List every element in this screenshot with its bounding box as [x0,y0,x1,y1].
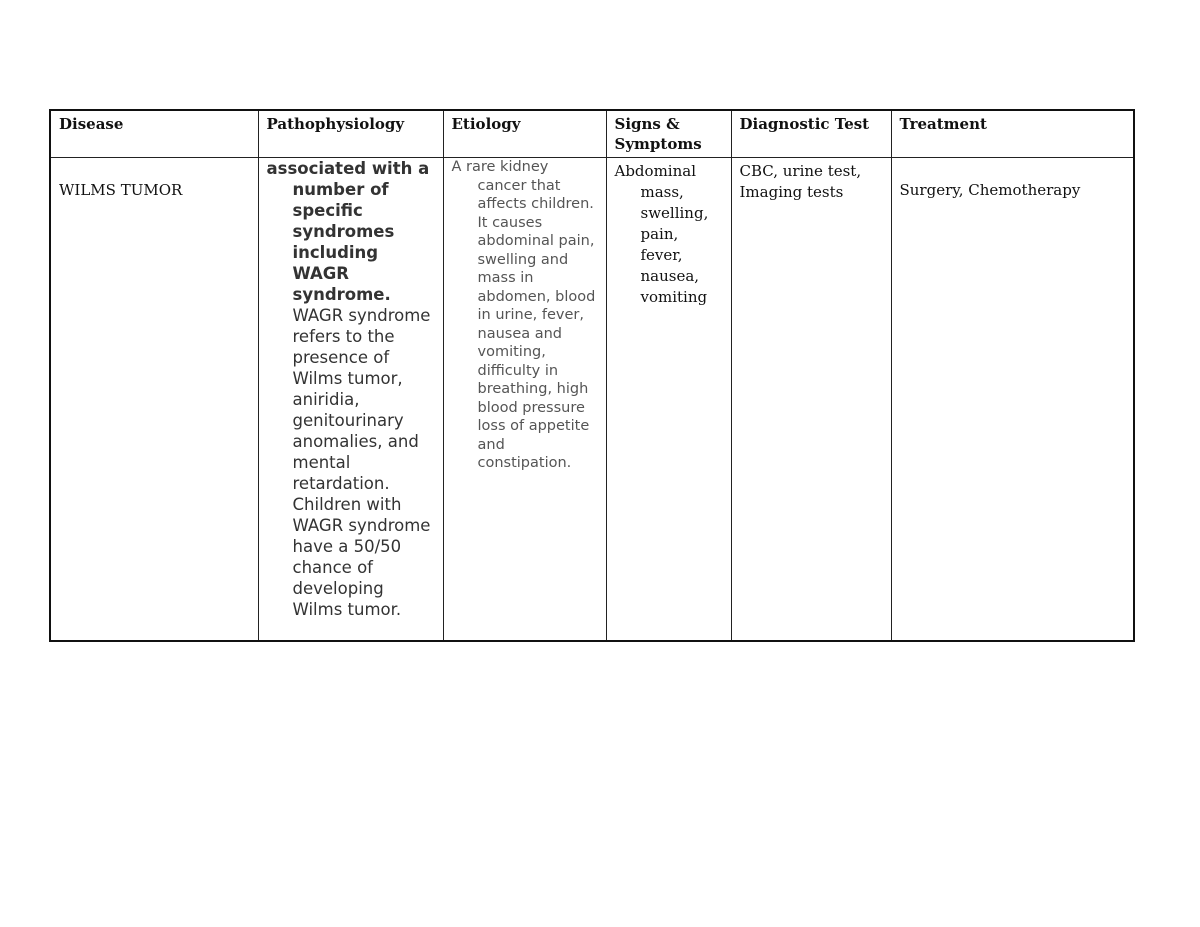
disease-table [49,109,1135,642]
signs-symptoms-text: Abdominal mass, swelling, pain, fever, nausea, vomiting [614,162,709,306]
header-etiology: Etiology [443,110,606,158]
cell-diagnostic-test: CBC, urine test, Imaging tests [731,158,891,642]
header-signs-symptoms: Signs & Symptoms [606,110,731,158]
table-header-row [50,110,1134,158]
cell-disease: WILMS TUMOR [50,158,258,642]
header-diagnostic-test: Diagnostic Test [731,110,891,158]
cell-treatment: Surgery, Chemotherapy [891,158,1134,642]
cell-pathophysiology [258,158,443,642]
table-row [50,158,1134,642]
pathophysiology-text [267,158,435,620]
header-treatment: Treatment [891,110,1134,158]
pathophysiology-body-text: WAGR syndrome refers to the presence of Wilms tumor, aniridia, genitourinary anomalies, and mental retardation. Children with WAGR syndrome have a 50/50 chance of developing Wilms tumor. [292,306,431,619]
header-pathophysiology: Pathophysiology [258,110,443,158]
etiology-text: A rare kidney cancer that affects children. It causes abdominal pain, swelling and mass in abdomen, blood in urine, fever, nausea and vomiting, difficulty in breathing, high blood pressure loss of appetite and constipation. [451,159,596,471]
header-disease: Disease [50,110,258,158]
cell-etiology [443,158,606,642]
pathophysiology-bold-text: associated with a number of specific syndromes including WAGR syndrome. [266,159,430,304]
cell-signs-symptoms [606,158,731,642]
